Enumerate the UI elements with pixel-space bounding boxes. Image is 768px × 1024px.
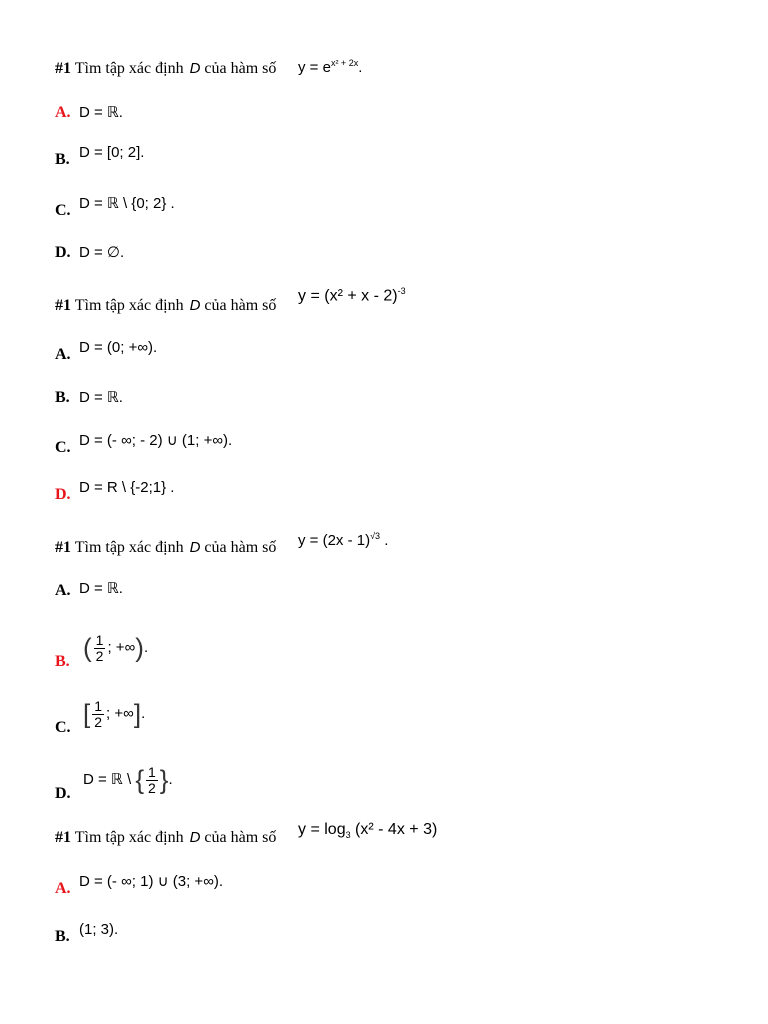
den-text: 2 [94,714,103,730]
sup-text: -3 [397,286,406,296]
label-text: B. [55,653,70,671]
pre-text: y = (x² + x - 2) [298,287,398,305]
option-b[interactable] [55,632,149,678]
var-text: D [189,297,201,314]
option-c[interactable] [55,195,175,220]
post-text: . [143,639,149,657]
label-text: A. [55,104,71,121]
stem-text-2: của hàm số [204,60,277,77]
sup-text: √3 [370,531,381,541]
sup-text: x² + 2x [330,58,359,68]
label-text: D. [55,785,71,803]
text-text: D = R \ {-2;1} . [79,479,175,496]
post-text: . [168,771,173,789]
label-text: D. [55,244,71,261]
text-text: D = ℝ. [79,580,123,597]
text-text: D = ℝ. [79,104,123,121]
text-text: D = ∅. [79,244,125,261]
label-text: C. [55,439,71,456]
label-text: D. [55,486,71,503]
sub-text: 3 [345,830,351,841]
domain-var: D [189,60,201,77]
number-text: #1 [55,297,71,314]
close-text: } [159,765,169,795]
option-d[interactable] [55,243,124,262]
num-text: 1 [95,632,104,648]
text-text: D = (- ∞; - 2) ∪ (1; +∞). [79,432,233,449]
question-1-stem [55,60,276,78]
open-text: ( [83,633,92,663]
question-number: #1 [55,60,71,77]
question-4-stem [55,829,276,847]
label-text: C. [55,719,71,737]
option-a[interactable] [55,873,224,898]
den-text: 2 [95,648,104,664]
option-d[interactable] [55,764,173,810]
question-2-stem [55,297,276,315]
stem2-text: của hàm số [204,539,277,556]
var-text: D [189,829,201,846]
question-3-formula [298,531,388,549]
option-b[interactable] [55,144,145,169]
text-text: D = ℝ. [79,389,123,406]
rest-text: ; +∞ [106,705,134,723]
label-text: B. [55,151,70,168]
text-text: D = [0; 2]. [79,144,145,161]
num-text: 1 [94,698,103,714]
post-text: . [380,532,389,549]
option-a[interactable] [55,339,158,364]
option-b[interactable] [55,388,123,407]
pre-text: y = e [298,59,331,76]
question-2-formula [298,286,406,305]
stem2-text: của hàm số [204,829,277,846]
open-text: { [135,765,144,795]
label-text: C. [55,202,71,219]
text-text: D = (- ∞; 1) ∪ (3; +∞). [79,873,224,890]
pre-text: y = (2x - 1) [298,532,371,549]
stem-text: Tìm tập xác định [74,829,184,846]
option-a[interactable] [55,103,123,122]
label-text: B. [55,928,70,945]
option-c[interactable] [55,698,146,744]
label-text: B. [55,389,70,406]
question-1-formula [298,58,362,76]
option-d[interactable] [55,479,175,504]
num-text: 1 [148,764,156,780]
post-text: (x² - 4x + 3) [350,821,438,838]
label-text: A. [55,346,71,363]
text-text: (1; 3). [79,921,119,938]
pre-text: y = log [298,821,346,838]
open-text: [ [83,699,91,729]
option-a[interactable] [55,581,123,600]
number-text: #1 [55,829,71,846]
option-c[interactable] [55,432,233,457]
number-text: #1 [55,539,71,556]
stem-text: Tìm tập xác định [74,297,184,314]
stem-text: Tìm tập xác định [74,60,184,77]
close-text: ) [135,633,144,663]
post-text: . [141,705,146,723]
close-text: ] [133,699,142,729]
label-text: A. [55,880,71,897]
stem-text: Tìm tập xác định [74,539,184,556]
question-4-formula [298,821,437,840]
option-b[interactable] [55,921,119,946]
text-text: D = (0; +∞). [79,339,158,356]
post-text: . [358,59,363,76]
label-text: A. [55,582,71,599]
stem2-text: của hàm số [204,297,277,314]
pre-text: D = ℝ \ [83,771,136,789]
text-text: D = ℝ \ {0; 2} . [79,195,175,212]
rest-text: ; +∞ [107,639,136,657]
var-text: D [189,539,201,556]
den-text: 2 [148,780,156,796]
question-3-stem [55,539,276,557]
